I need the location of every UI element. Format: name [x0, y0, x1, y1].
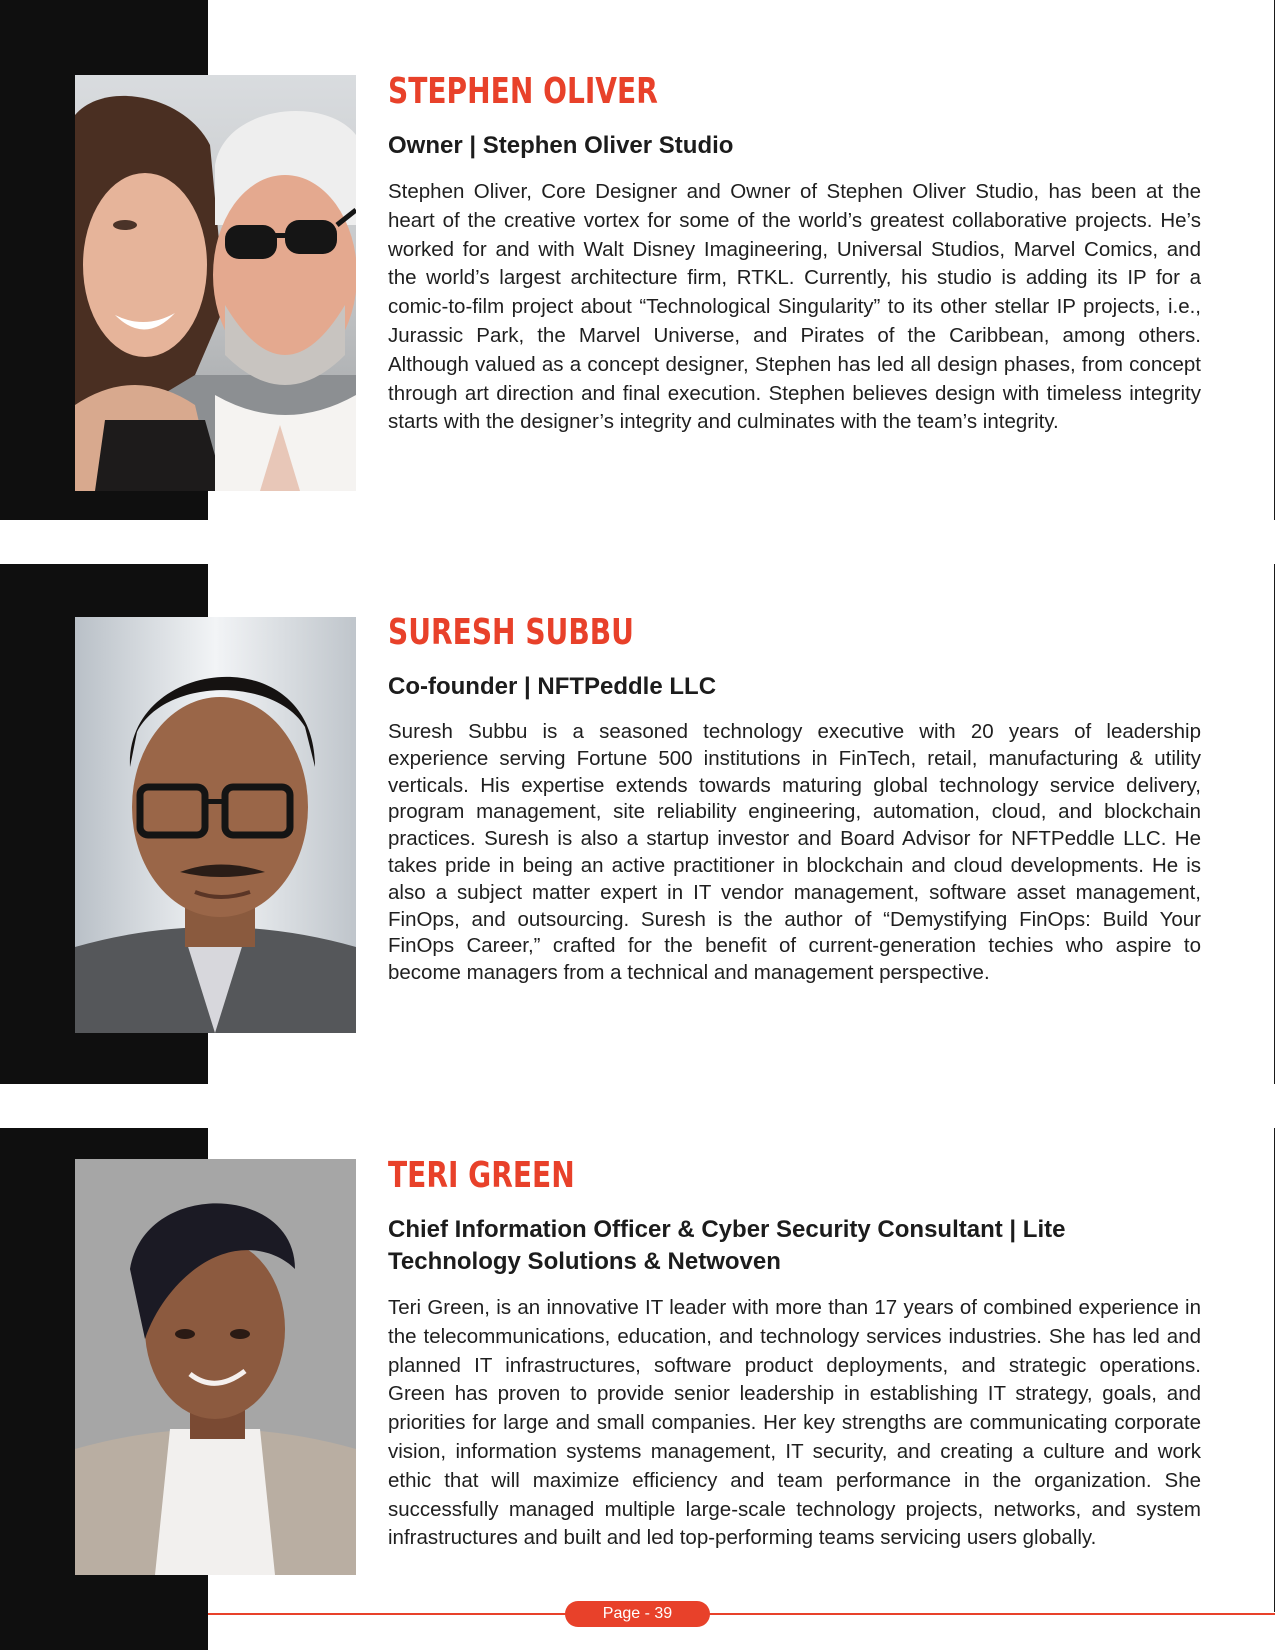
profile-suresh-subbu	[388, 609, 1201, 987]
profile-bio: Stephen Oliver, Core Designer and Owner of Stephen Oliver Studio, has been at the heart of the creative vortex for some of the world’s greatest collaborative projects. He’s worked for and with Walt Disney Imagineering, Universal Studios, Marvel Comics, and the world’s largest architecture firm, RTKL. Currently, his studio is adding its IP for a comic-to-film project about “Technological Singularity” to its other stellar IP projects, i.e., Jurassic Park, the Marvel Universe, and Pirates of the Caribbean, among others. Although valued as a concept designer, Stephen has led all design phases, from concept through art direction and final execution. Stephen believes design with timeless integrity starts with the designer’s integrity and culminates with the team’s integrity.	[388, 180, 1201, 434]
profile-role: Co-founder | NFTPeddle LLC	[388, 673, 717, 700]
profile-bio: Suresh Subbu is a seasoned technology executive with 20 years of leadership experience serving Fortune 500 institutions in FinTech, retail, manufacturing & utility verticals. His expertise extends towards maturing global technology service delivery, program management, site reliability engineering, automation, cloud, and blockchain practices. Suresh is also a startup investor and Board Advisor for NFTPeddle LLC. He takes pride in being an active practitioner in blockchain and cloud developments. He is also a subject matter expert in IT vendor management, software asset management, FinOps, and outsourcing. Suresh is the author of “Demystifying FinOps: Build Your FinOps Career,” crafted for the benefit of current-generation techies who aspire to become managers from a technical and management perspective.	[388, 720, 1201, 985]
profile-name: STEPHEN OLIVER	[388, 71, 658, 112]
profile-bio: Teri Green, is an innovative IT leader with more than 17 years of combined experience in the telecommunications, education, and technology services industries. She has led and planned IT infrastructures, software product deployments, and strategic operations. Green has proven to provide senior leadership in establishing IT strategy, goals, and priorities for large and small companies. Her key strengths are communicating corporate vision, information systems management, IT security, and creating a culture and work ethic that will maximize efficiency and team performance in the organization. She successfully managed multiple large-scale technology projects, networks, and system infrastructures and built and led top-performing teams servicing users globally.	[388, 1296, 1201, 1550]
profile-name: TERI GREEN	[388, 1155, 575, 1196]
profile-stephen-oliver	[388, 68, 1201, 437]
profile-role: Chief Information Officer & Cyber Security Consultant | Lite Technology Solutions & Netwoven	[388, 1216, 1066, 1275]
profile-photo-stephen-oliver	[75, 75, 356, 491]
profile-photo-suresh-subbu	[75, 617, 356, 1033]
profile-name: SURESH SUBBU	[388, 612, 634, 653]
profile-photo-teri-green	[75, 1159, 356, 1575]
profile-role: Owner | Stephen Oliver Studio	[388, 132, 734, 159]
footer-rule	[208, 1613, 1275, 1615]
profile-teri-green	[388, 1152, 1201, 1553]
page-number-badge: Page - 39	[565, 1601, 710, 1627]
